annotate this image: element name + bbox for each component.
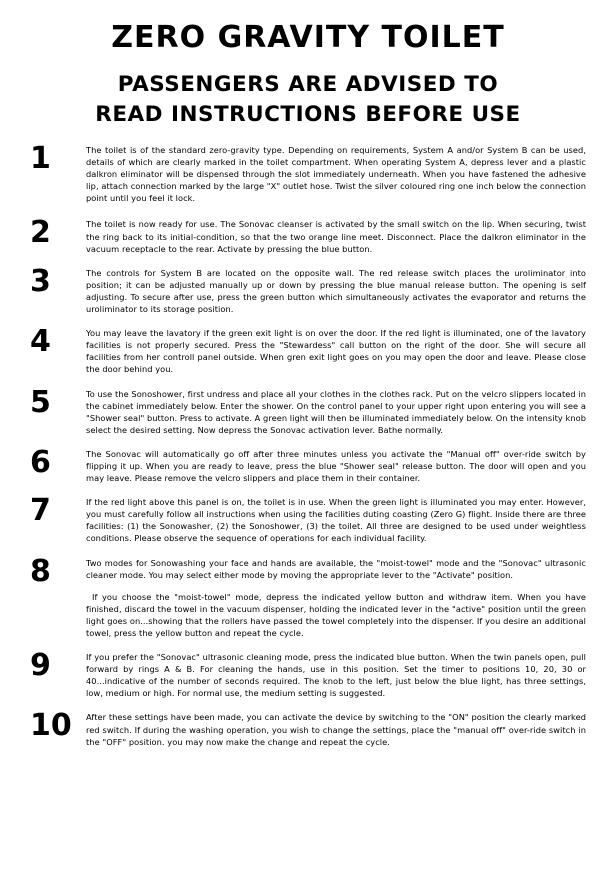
step-text: If you choose the "moist-towel" mode, depress the indicated yellow button and withdraw item. When you have finished, discard the towel in the vacuum dispenser, holding the indicated lever in the "active" position until the green light goes on...showing that the rollers have passed the towel completely into the dispenser. If you desire an additional towel, press the yellow button and repeat the cycle.: [86, 591, 586, 638]
step-body: [86, 711, 586, 747]
advisory-heading-line-2: READ INSTRUCTIONS BEFORE USE: [95, 102, 521, 127]
step-5: [30, 384, 586, 436]
step-number: 7: [30, 493, 51, 529]
page-title: ZERO GRAVITY TOILET: [111, 20, 505, 55]
step-number: 5: [30, 384, 51, 420]
step-body: [86, 651, 586, 699]
step-number: 3: [30, 263, 51, 299]
step-2: [30, 215, 586, 254]
step-text: To use the Sonoshower, first undress and place all your clothes in the clothes rack. Put on the velcro slippers located in the cabinet immediately below. Enter the shower. On the control panel to your upper right upon entering you will see a "Shower seal" button. Press to activate. A green light will then be illuminated immediately below. On the intensity knob select the desired setting. Now depress the Sonovac activation lever. Bathe normally.: [86, 388, 586, 435]
step-1: [30, 141, 586, 204]
step-body: [86, 496, 586, 544]
advisory-heading-line-1: PASSENGERS ARE ADVISED TO: [117, 72, 499, 97]
step-text: The controls for System B are located on the opposite wall. The red release switch places the uroliminator into position; it can be adjusted manually up or down by pressing the blue manual release button. The opening is self adjusting. To secure after use, press the green button which simultaneously activates the evaporator and returns the uroliminator to its storage position.: [86, 267, 586, 315]
step-body: [86, 448, 586, 484]
step-text: Two modes for Sonowashing your face and hands are available, the "moist-towel" mode and the "Sonovac" ultrasonic cleaner mode. You may select either mode by moving the appropriate lever to the "Activate" position.: [86, 557, 586, 580]
step-body: [86, 267, 586, 315]
step-text: The toilet is of the standard zero-gravity type. Depending on requirements, System A and/or System B can be used, details of which are clearly marked in the toilet compartment. When operating System A, depress lever and a plastic dalkron eliminator will be dispensed through the slot immediately underneath. When you have fastened the adhesive lip, attach connection marked by the large "X" outlet hose. Twist the silver coloured ring one inch below the connection point until you feel it lock.: [86, 145, 586, 204]
step-9: [30, 648, 586, 699]
step-number: 6: [30, 444, 51, 480]
step-body: [86, 388, 586, 436]
step-number: 9: [30, 648, 51, 684]
step-text: After these settings have been made, you can activate the device by switching to the "ON" position the clearly marked red switch. If during the washing operation, you wish to change the settings, place the "manual off" over-ride switch in the "OFF" position. you may now make the change and repeat the cycle.: [86, 712, 586, 747]
step-text: If the red light above this panel is on, the toilet is in use. When the green light is illuminated you may enter. However, you must carefully follow all instructions when using the facilities duting coasting (Zero G) flight. Inside there are three facilities: (1) the Sonowasher, (2) the Sonoshower, (3) the toilet. All three are designed to be used under weightless conditions. Please observe the sequence of operations for each individual facility.: [86, 497, 586, 544]
step-text: If you prefer the "Sonovac" ultrasonic cleaning mode, press the indicated blue button. When the twin panels open, pull forward by rings A & B. For cleaning the hands, use in this position. Set the timer to positions 10, 20, 30 or 40...indicative of the number of seconds required. The knob to the left, just below the blue light, has three settings, low, medium or high. For normal use, the medium setting is suggested.: [86, 652, 586, 699]
step-text: The Sonovac will automatically go off after three minutes unless you activate the "Manual off" over-ride switch by flipping it up. When you are ready to leave, press the blue "Shower seal" release button. The door will open and you may leave. Please remove the velcro slippers and place them in their container.: [86, 448, 586, 484]
step-body: [86, 144, 586, 204]
step-6: [30, 444, 586, 484]
step-text: You may leave the lavatory if the green exit light is on over the door. If the red light is illuminated, one of the lavatory facilities is not properly secured. Press the "Stewardess" call button on the right of the door. She will secure all facilities from her controll panel outside. When gren exit light goes on you may open the door and leave. Please close the door behind you.: [86, 328, 586, 375]
instruction-steps: [30, 141, 586, 748]
step-4: [30, 324, 586, 375]
step-number: 2: [30, 215, 51, 251]
step-text: The toilet is now ready for use. The Sonovac cleanser is activated by the small switch on the lip. When securing, twist the ring back to its initial-condition, so that the two orange line meet. Disconnect. Place the dalkron eliminator in the vacuum receptacle to the rear. Activate by pressing the blue button.: [86, 219, 586, 254]
step-body: [86, 557, 586, 640]
step-number: 4: [30, 324, 51, 360]
step-number: 8: [30, 553, 51, 589]
step-8: [30, 553, 586, 640]
step-3: [30, 263, 586, 315]
step-number: 10: [30, 708, 72, 744]
step-body: [86, 218, 586, 254]
step-number: 1: [30, 141, 51, 176]
step-body: [86, 327, 586, 375]
step-10: [30, 708, 586, 747]
step-7: [30, 493, 586, 544]
advisory-heading: [30, 70, 586, 130]
